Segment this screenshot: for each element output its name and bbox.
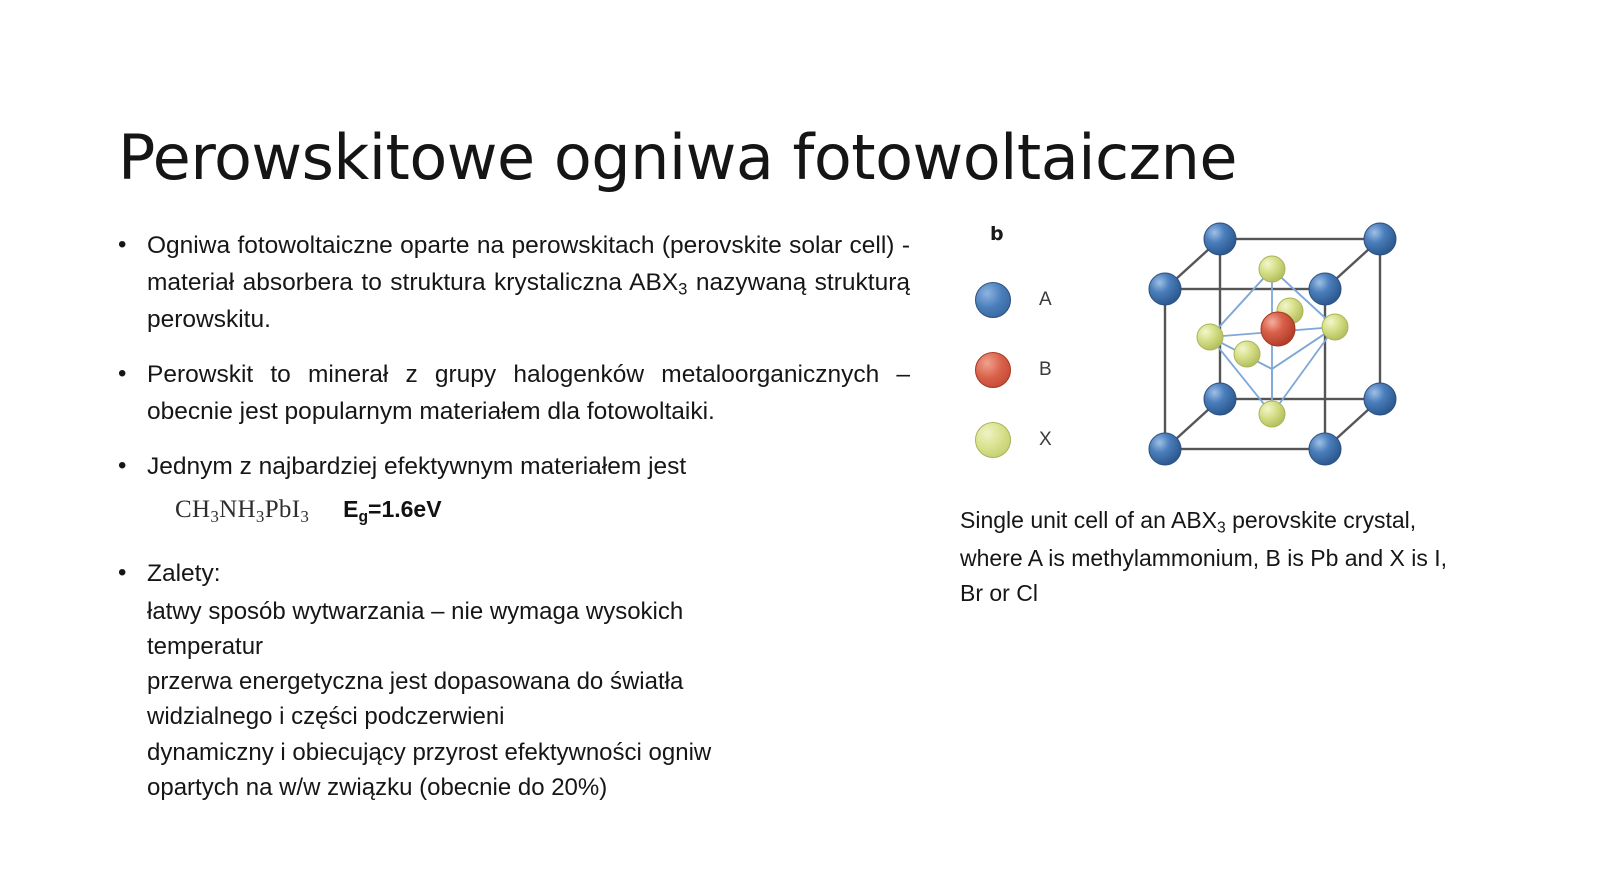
bullet-item-4 — [110, 556, 910, 805]
advantage-line: przerwa energetyczna jest dopasowana do światła — [147, 668, 684, 696]
bullet-4-text: Zalety: — [147, 559, 221, 587]
figure-legend — [975, 265, 1125, 475]
formula-row — [147, 491, 910, 529]
advantage-line: łatwy sposób wytwarzania – nie wymaga wysokich — [147, 598, 684, 626]
formula-sub-3: 3 — [300, 507, 310, 527]
energy-gap-value — [343, 492, 441, 529]
eg-symbol: E — [343, 496, 359, 523]
bullet-item-1 — [110, 228, 910, 339]
caption-subscript: 3 — [1217, 519, 1226, 537]
advantage-line: widzialnego i części podczerwieni — [147, 703, 505, 731]
advantages-lines — [147, 594, 910, 804]
caption-part-a: Single unit cell of an ABX — [960, 507, 1217, 533]
formula-sub-2: 3 — [255, 507, 265, 527]
yellow-sphere-icon — [975, 422, 1011, 458]
red-sphere-icon — [975, 352, 1011, 388]
bullet-1-text — [147, 232, 910, 333]
legend-label-b: B — [1039, 359, 1052, 380]
bullet-list — [110, 228, 910, 805]
bullet-2-text: Perowskit to minerał z grupy halogenków metaloorganicznych – obecnie jest popularnym materiałem dla fotowoltaiki. — [147, 361, 910, 425]
formula-sub-1: 3 — [210, 507, 220, 527]
eg-number: =1.6eV — [368, 496, 442, 523]
page-title: Perowskitowe ogniwa fotowoltaiczne — [118, 120, 1238, 194]
formula-part-2: NH — [219, 496, 256, 524]
bullet-3-text: Jednym z najbardziej efektywnym materiałem jest — [147, 452, 687, 480]
legend-item-b — [975, 335, 1125, 405]
unit-cell-illustration — [955, 205, 1455, 495]
chemical-formula — [175, 491, 309, 529]
bullet-item-3 — [110, 449, 910, 530]
bullet-1-part-a: Ogniwa fotowoltaiczne oparte na perowskitach (perovskite solar cell) - materiał absorbera to struktura krystaliczna ABX — [147, 232, 910, 296]
bullet-item-2 — [110, 357, 910, 431]
bullet-1-subscript: 3 — [678, 279, 688, 299]
bullet-1-part-b: nazywaną strukturą perowskitu. — [147, 268, 910, 334]
legend-item-a — [975, 265, 1125, 335]
figure-caption — [960, 503, 1460, 612]
advantage-line: temperatur — [147, 633, 264, 661]
caption-part-b: perovskite crystal, where A is methylammonium, B is Pb and X is I, Br or Cl — [960, 507, 1448, 607]
legend-label-a: A — [1039, 289, 1052, 310]
advantage-line: opartych na w/w związku (obecnie do 20%) — [147, 773, 608, 801]
formula-part-3: PbI — [264, 496, 301, 524]
perovskite-figure — [955, 205, 1475, 607]
panel-label: b — [990, 223, 1004, 245]
legend-label-x: X — [1039, 429, 1052, 450]
eg-subscript: g — [358, 508, 369, 526]
formula-part-1: CH — [175, 496, 211, 524]
blue-sphere-icon — [975, 282, 1011, 318]
legend-item-x — [975, 405, 1125, 475]
slide-body — [110, 228, 910, 823]
crystal-cell-diagram — [1135, 219, 1435, 489]
advantage-line: dynamiczny i obiecujący przyrost efektywności ogniw — [147, 738, 712, 766]
